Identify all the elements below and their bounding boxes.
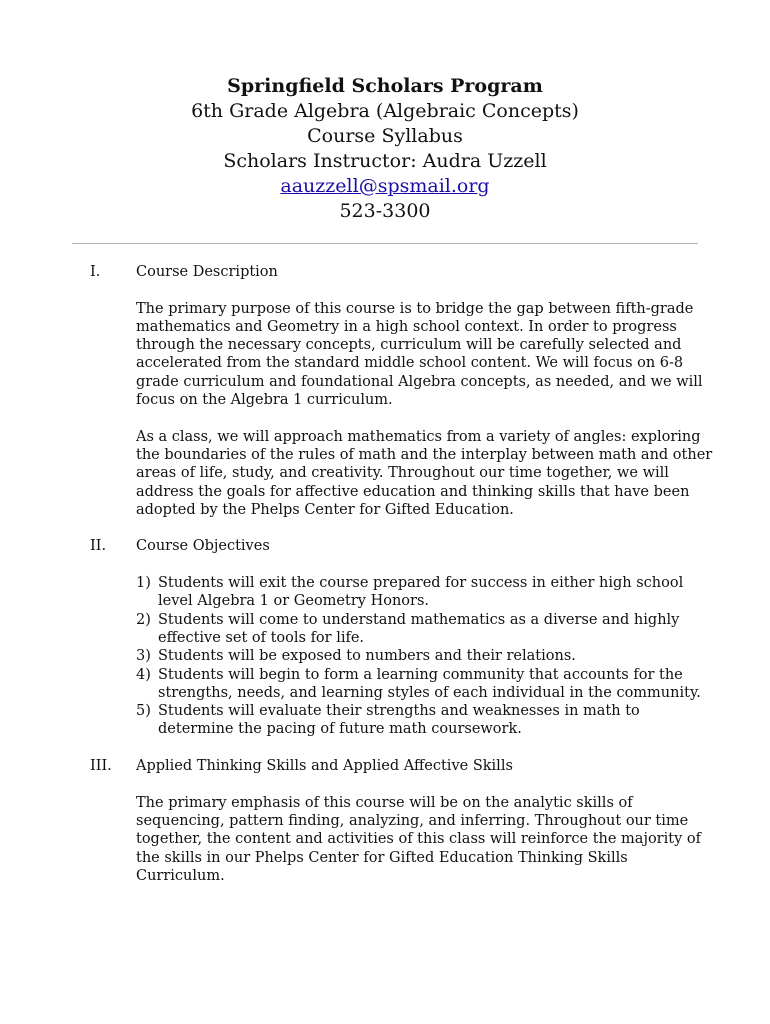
course-title: 6th Grade Algebra (Algebraic Concepts) (191, 100, 579, 122)
list-number: 1) (136, 575, 151, 592)
objective-text: Students will come to understand mathematics as a diverse and highly effective set of tools for life. (158, 611, 680, 646)
section-title: Course Description (136, 264, 278, 280)
objective-text: Students will begin to form a learning community that accounts for the strengths, needs, and learning styles of each individual in the community. (158, 666, 701, 701)
list-item (136, 666, 716, 703)
section-applied-skills (0, 757, 770, 885)
section-number: I. (90, 264, 101, 280)
list-number: 5) (136, 703, 151, 720)
section-number: III. (90, 758, 112, 775)
program-title: Springfield Scholars Program (227, 75, 543, 97)
document-type: Course Syllabus (307, 125, 463, 147)
list-number: 4) (136, 666, 151, 683)
list-number: 3) (136, 648, 151, 665)
section-title: Applied Thinking Skills and Applied Affective Skills (136, 758, 513, 775)
paragraph: The primary purpose of this course is to bridge the gap between fifth-grade mathematics and Geometry in a high school context. In order to progress through the necessary concepts, curriculum will be carefully selected and accelerated from the standard middle school content. We will focus on 6-8 grade curriculum and foundational Algebra concepts, as needed, and we will focus on the Algebra 1 curriculum. (136, 300, 703, 409)
list-number: 2) (136, 611, 151, 628)
instructor-name: Scholars Instructor: Audra Uzzell (223, 150, 547, 172)
section-title: Course Objectives (136, 538, 270, 555)
instructor-phone: 523-3300 (339, 200, 431, 222)
objective-text: Students will be exposed to numbers and their relations. (158, 648, 576, 665)
list-item (136, 702, 716, 739)
section-course-objectives (0, 537, 770, 738)
list-item (136, 647, 716, 665)
paragraph: The primary emphasis of this course will be on the analytic skills of sequencing, pattern finding, analyzing, and inferring. Throughout our time together, the content and activities of this class will reinforce the majority of the skills in our Phelps Center for Gifted Education Thinking Skills Curriculum. (136, 794, 701, 884)
syllabus-content (0, 263, 770, 885)
objectives-list (136, 574, 716, 739)
instructor-email-link[interactable]: aauzzell@spsmail.org (280, 175, 490, 197)
section-course-description (0, 263, 770, 519)
section-number: II. (90, 538, 107, 555)
objective-text: Students will evaluate their strengths and weaknesses in math to determine the pacing of future math coursework. (158, 703, 640, 738)
header-divider (72, 243, 698, 244)
objective-text: Students will exit the course prepared for success in either high school level Algebra 1 or Geometry Honors. (158, 575, 684, 610)
list-item (136, 574, 716, 611)
document-header (0, 74, 770, 224)
paragraph: As a class, we will approach mathematics from a variety of angles: exploring the boundaries of the rules of math and the interplay between math and other areas of life, study, and creativity. Throughout our time together, we will address the goals for affective education and thinking skills that have been adopted by the Phelps Center for Gifted Education. (136, 428, 713, 518)
list-item (136, 611, 716, 648)
